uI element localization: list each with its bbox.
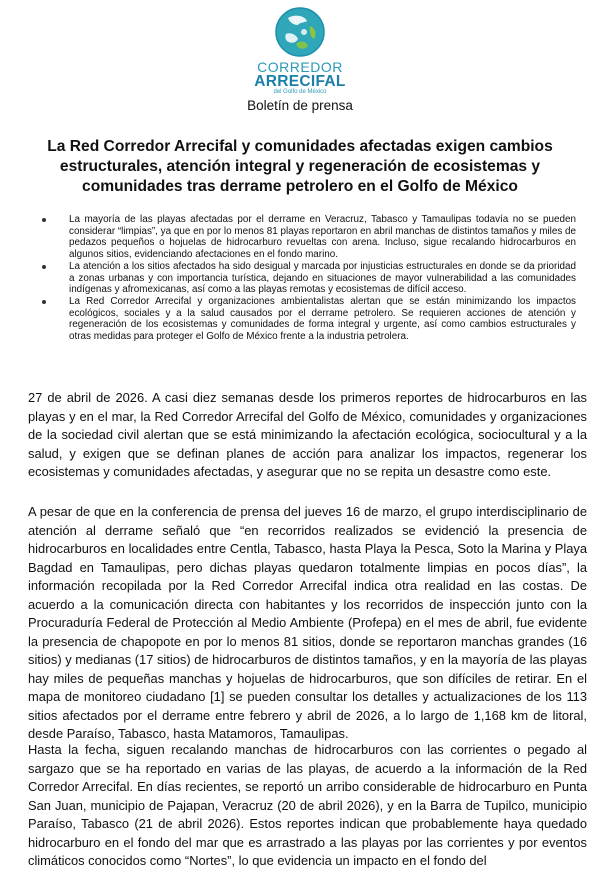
body-paragraph: A pesar de que en la conferencia de prensa del jueves 16 de marzo, el grupo interdisciplinario de atención al derrame señaló que “en recorridos realizados se evidenció la presencia de hidrocarburos en localidades entre Centla, Tabasco, hasta Playa la Pesca, Soto la Marina y Playa Bagdad en Tamaulipas, pero dichas playas quedaron totalmente limpias en pocos días”, la información recopilada por la Red Corredor Arrecifal indica otra realidad en las costas. De acuerdo a la comunicación directa con habitantes y los recorridos de inspección junto con la Procuraduría Federal de Protección al Medio Ambiente (Profepa) en el mes de abril, fue evidente la presencia de chapopote en por lo menos 81 sitios, donde se reportaron manchas grandes (16 sitios) y medianas (17 sitios) de hidrocarburos de distintos tamaños, y en la mayoría de las playas hay miles de pequeñas manchas y hojuelas de hidrocarburos, que son difíciles de retirar. En el mapa de monitoreo ciudadano [1] se pueden consultar los detalles y actualizaciones de los 113 sitios afectados por el derrame entre febrero y abril de 2026, a lo largo de 1,168 km de litoral, desde Paraíso, Tabasco, hasta Matamoros, Tamaulipas.: [28, 504, 587, 741]
bullet-dot-icon: [42, 300, 46, 304]
bullet-item: [52, 296, 576, 343]
bullet-dot-icon: [42, 265, 46, 269]
body-paragraph: Hasta la fecha, siguen recalando manchas de hidrocarburos con las corrientes o pegado al sargazo que se ha reportado en varias de las playas, de acuerdo a la información de la Red Corredor Arrecifal. En días recientes, se reportó un arribo considerable de hidrocarburo en Punta San Juan, municipio de Pajapan, Veracruz (20 de abril 2026), y en la Barra de Tupilco, municipio Paraíso, Tabasco (21 de abril 2026). Estos reportes indican que probablemente haya quedado hidrocarburo en el fondo del mar que es arrastrado a las playas por las corrientes y por eventos climáticos conocidos como “Nortes”, lo que evidencia un impacto en el fondo del: [28, 742, 587, 868]
headline: La Red Corredor Arrecifal y comunidades afectadas exigen cambios estructurales, atención integral y regeneración de ecosistemas y comunidades tras derrame petrolero en el Golfo de México: [47, 138, 553, 195]
logo-text-subtitle: del Golfo de México: [273, 89, 327, 95]
bullet-item: [52, 214, 576, 261]
bullet-dot-icon: [42, 218, 46, 222]
globe-logo-icon: [274, 6, 326, 58]
bullet-text: La mayoría de las playas afectadas por el derrame en Veracruz, Tabasco y Tamaulipas todavía no se pueden considerar “limpias”, ya que en por lo menos 81 playas reportaron en abril manchas de distintos tamaños y miles de pedazos pequeños o hojuelas de hidrocarburo revueltas con arena. Incluso, sigue recalando hidrocarburos en algunos sitios, evidenciando afectaciones en el fondo marino.: [69, 214, 576, 261]
press-release-label: Boletín de prensa: [247, 98, 353, 113]
body-paragraph: 27 de abril de 2026. A casi diez semanas desde los primeros reportes de hidrocarburos en las playas y en el mar, la Red Corredor Arrecifal del Golfo de México, comunidades y organizaciones de la sociedad civil alertan que se está minimizando la afectación ecológica, sociocultural y a la salud, y exigen que se definan planes de acción para analizar los impactos, regenerar los ecosistemas y comunidades afectadas, y asegurar que no se repita un desastre como este.: [28, 390, 587, 479]
logo-text-arrecifal: ARRECIFAL: [254, 73, 346, 90]
bullet-text: La atención a los sitios afectados ha sido desigual y marcada por injusticias estructurales en donde se da prioridad a zonas urbanas y con importancia turística, dejando en situaciones de mayor vulnerabilidad a las comunidades indígenas y afromexicanas, así como a las playas remotas y ecosistemas de difícil acceso.: [69, 260, 576, 296]
corredor-arrecifal-logo: [0, 6, 600, 95]
summary-bullet-list: [52, 214, 576, 343]
logo-text-corredor: CORREDOR: [257, 59, 343, 75]
bullet-text: La Red Corredor Arrecifal y organizaciones ambientalistas alertan que se están minimizando los impactos ecológicos, sociales y a la salud causados por el derrame petrolero. Se requieren acciones de atención y regeneración de los ecosistemas y comunidades de forma integral y urgente, así como cambios estructurales y otras medidas para proteger el Golfo de México frente a la industria petrolera.: [69, 295, 576, 343]
bullet-item: [52, 261, 576, 296]
